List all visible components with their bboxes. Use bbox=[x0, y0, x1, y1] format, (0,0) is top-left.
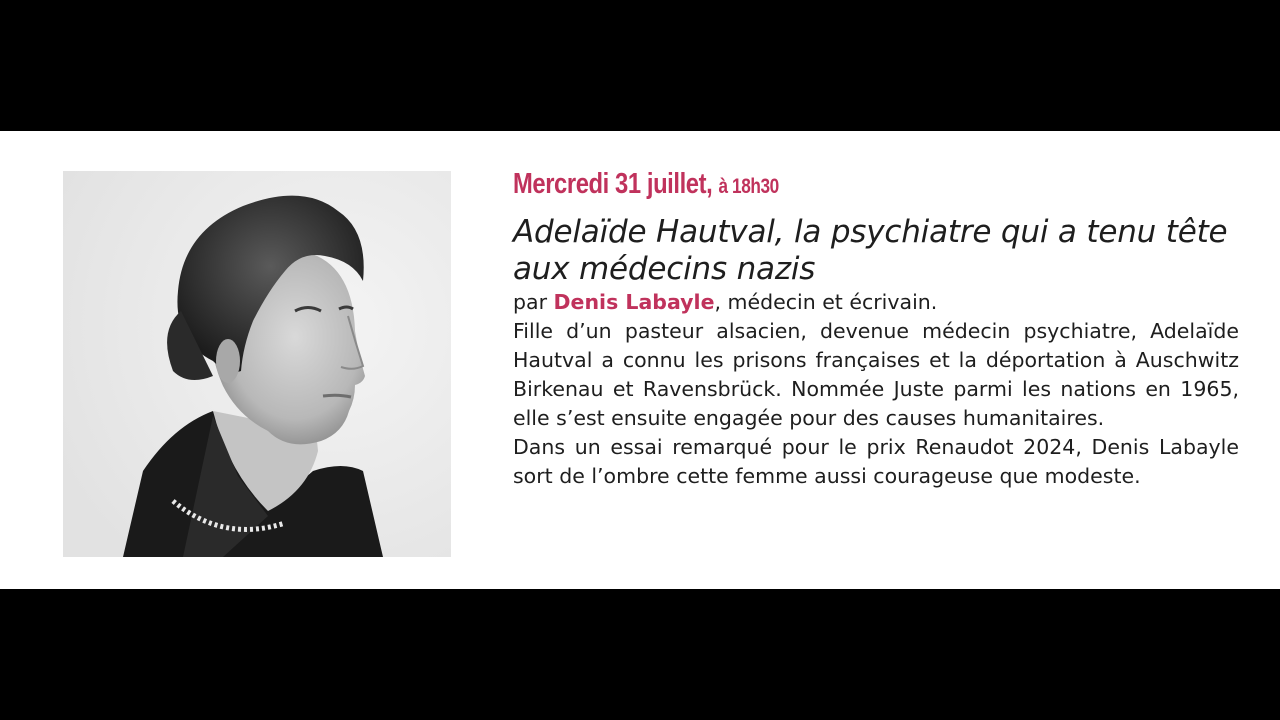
event-card bbox=[0, 131, 1280, 589]
event-review: Dans un essai remarqué pour le prix Renaudot 2024, Denis Labayle sort de l’ombre cette femme aussi courageuse que modeste. bbox=[513, 435, 1239, 488]
byline-prefix: par bbox=[513, 290, 554, 314]
event-title: Adelaïde Hautval, la psychiatre qui a tenu tête aux médecins nazis bbox=[513, 214, 1228, 287]
author-name: Denis Labayle bbox=[553, 290, 715, 314]
event-time: à 18h30 bbox=[718, 175, 779, 198]
event-description: Fille d’un pasteur alsacien, devenue médecin psychiatre, Adelaïde Hautval a connu les prisons françaises et la déportation à Auschwitz Birkenau et Ravensbrück. Nommée Juste parmi les nations en 1965, elle s’est ensuite engagée pour des causes humanitaires. bbox=[513, 319, 1239, 430]
event-date: Mercredi 31 juillet, bbox=[513, 168, 713, 200]
byline-suffix: , médecin et écrivain. bbox=[714, 290, 938, 314]
event-text bbox=[513, 167, 1239, 491]
event-date-line bbox=[513, 167, 1108, 204]
portrait-photo bbox=[63, 171, 451, 557]
portrait-image bbox=[63, 171, 451, 557]
event-byline bbox=[513, 288, 1239, 317]
